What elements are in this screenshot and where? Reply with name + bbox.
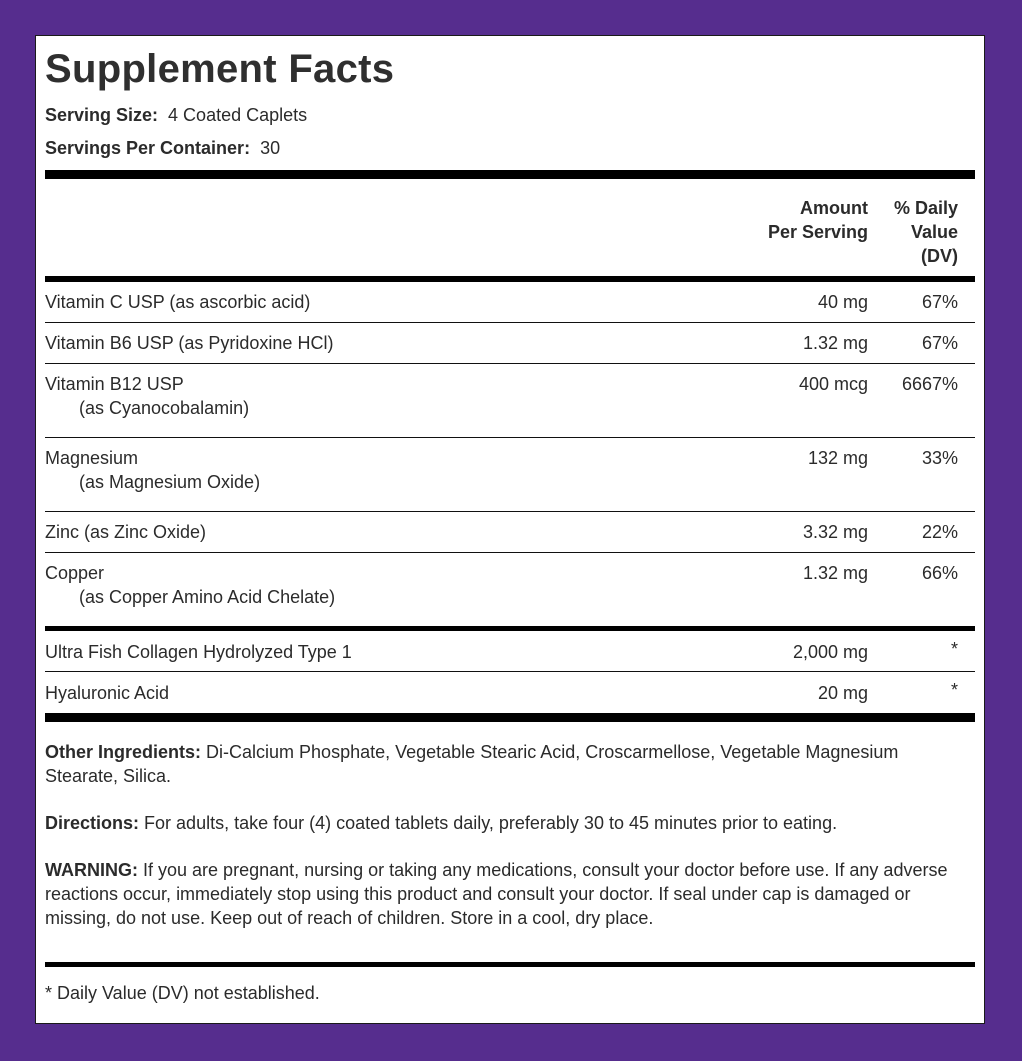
- nutrient-dv: 33%: [921, 448, 958, 468]
- nutrient-name: Magnesium: [45, 448, 139, 468]
- page-title: Supplement Facts: [45, 47, 395, 91]
- daily-value-footnote: * Daily Value (DV) not established.: [45, 983, 320, 1003]
- nutrient-dv: 67%: [921, 292, 958, 312]
- serving-size-value: 4 Coated Caplets: [168, 105, 308, 125]
- nutrient-name: Hyaluronic Acid: [45, 683, 170, 703]
- amount-header-line1: Amount: [800, 198, 868, 218]
- warning-label: WARNING:: [45, 860, 138, 880]
- nutrient-name: Copper: [45, 563, 105, 583]
- nutrient-dv: 22%: [921, 522, 958, 542]
- row-divider: [45, 552, 975, 553]
- serving-size-label: Serving Size:: [45, 105, 159, 125]
- serving-size: [45, 105, 307, 126]
- other-ingredients-text: Di-Calcium Phosphate, Vegetable Stearic Acid, Croscarmellose, Vegetable Magnesium Stearate, Silica.: [45, 742, 899, 786]
- section-divider: [45, 626, 975, 631]
- servings-per-container-value: 30: [260, 138, 281, 158]
- nutrient-source: (as Magnesium Oxide): [79, 472, 261, 492]
- other-ingredients: [45, 740, 975, 788]
- nutrient-amount: 132 mg: [807, 448, 868, 468]
- nutrient-dv: *: [950, 639, 958, 659]
- dv-header-line2: Value: [910, 222, 958, 242]
- directions-label: Directions:: [45, 813, 140, 833]
- nutrient-amount: 1.32 mg: [802, 563, 868, 583]
- warning: [45, 858, 975, 930]
- nutrient-amount: 2,000 mg: [792, 642, 868, 662]
- row-divider: [45, 437, 975, 438]
- row-divider: [45, 363, 975, 364]
- servings-per-container-label: Servings Per Container:: [45, 138, 251, 158]
- amount-per-serving-header: [688, 196, 868, 244]
- directions-text: For adults, take four (4) coated tablets daily, preferably 30 to 45 minutes prior to eating.: [144, 813, 838, 833]
- nutrient-name: Ultra Fish Collagen Hydrolyzed Type 1: [45, 642, 352, 662]
- footer-divider: [45, 962, 975, 967]
- nutrient-dv: 66%: [921, 563, 958, 583]
- nutrient-amount: 20 mg: [817, 683, 868, 703]
- thick-divider: [45, 170, 975, 179]
- dv-header-line1: % Daily: [893, 198, 958, 218]
- nutrient-dv: 6667%: [901, 374, 958, 394]
- other-ingredients-label: Other Ingredients:: [45, 742, 202, 762]
- amount-header-line2: Per Serving: [767, 222, 868, 242]
- nutrient-amount: 3.32 mg: [802, 522, 868, 542]
- warning-text: If you are pregnant, nursing or taking any medications, consult your doctor before use. If any adverse reactions occur, immediately stop using this product and consult your doctor. If seal under cap is damaged or missing, do not use. Keep out of reach of children. Store in a cool, dry place.: [45, 860, 948, 928]
- row-divider: [45, 322, 975, 323]
- nutrient-source: (as Copper Amino Acid Chelate): [79, 587, 336, 607]
- thick-divider: [45, 713, 975, 722]
- nutrient-dv: *: [950, 680, 958, 700]
- directions: [45, 811, 975, 835]
- nutrient-name: Vitamin C USP (as ascorbic acid): [45, 292, 311, 312]
- header-divider: [45, 276, 975, 282]
- nutrient-dv: 67%: [921, 333, 958, 353]
- nutrient-amount: 40 mg: [817, 292, 868, 312]
- nutrient-amount: 400 mcg: [798, 374, 868, 394]
- dv-header-line3: (DV): [921, 246, 958, 266]
- nutrient-name: Vitamin B12 USP: [45, 374, 184, 394]
- nutrient-source: (as Cyanocobalamin): [79, 398, 250, 418]
- supplement-facts-panel: [35, 35, 985, 1024]
- row-divider: [45, 671, 975, 672]
- nutrient-amount: 1.32 mg: [802, 333, 868, 353]
- nutrient-name: Zinc (as Zinc Oxide): [45, 522, 207, 542]
- row-divider: [45, 511, 975, 512]
- daily-value-header: [848, 196, 958, 268]
- nutrient-name: Vitamin B6 USP (as Pyridoxine HCl): [45, 333, 334, 353]
- servings-per-container: [45, 138, 280, 159]
